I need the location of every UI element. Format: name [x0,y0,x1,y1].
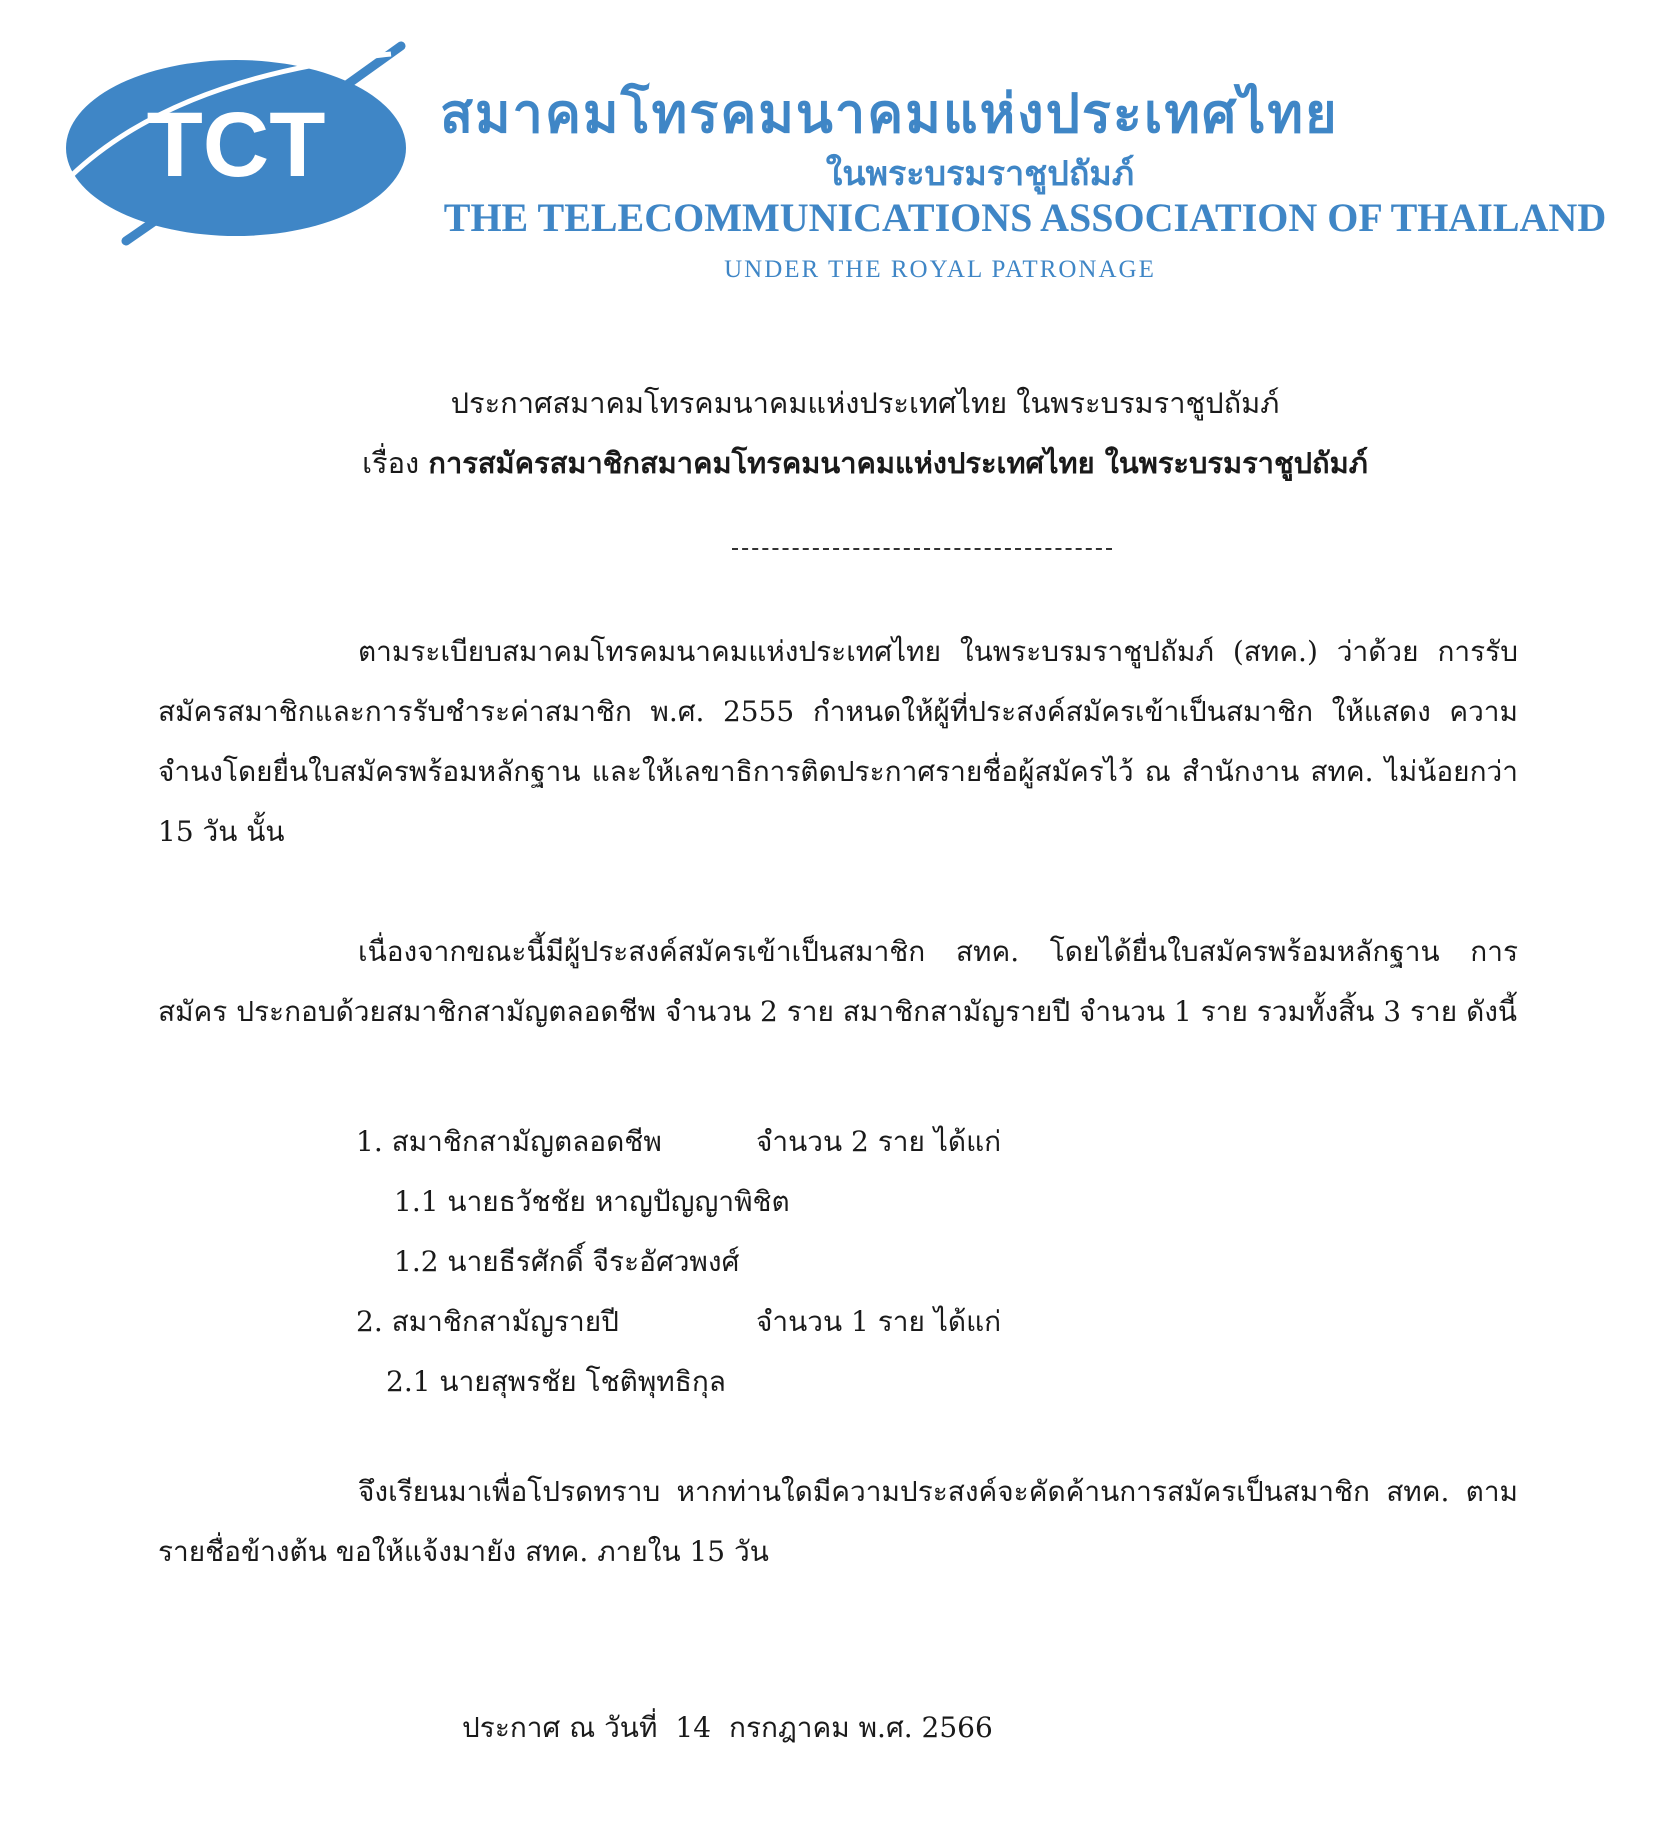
org-subtitle-thai: ในพระบรมราชูปถัมภ์ [825,154,1135,194]
body-paragraph-2 [158,922,1518,1042]
member-group-2-label: 2. สมาชิกสามัญรายปี [356,1305,619,1338]
member-group-1-count: จำนวน 2 ราย ได้แก่ [756,1125,1002,1158]
member-list-item: 1.1 นายธวัชชัย หาญปัญญาพิชิต [394,1185,790,1218]
member-group-1-label: 1. สมาชิกสามัญตลอดชีพ [356,1125,662,1158]
paragraph-2-text: เนื่องจากขณะนี้มีผู้ประสงค์สมัครเข้าเป็นสมาชิก สทค. โดยได้ยื่นใบสมัครพร้อมหลักฐาน การสมัคร ประกอบด้วยสมาชิกสามัญตลอดชีพ จำนวน 2 ราย สมาชิกสามัญรายปี จำนวน 1 ราย รวมทั้งสิ้น 3 ราย ดังนี้ [158,935,1518,1028]
org-name-thai: สมาคมโทรคมนาคมแห่งประเทศไทย [440,82,1339,145]
date-day: 14 [675,1711,712,1744]
member-group-2-count: จำนวน 1 ราย ได้แก่ [756,1305,1002,1338]
member-list-item: 2.1 นายสุพรชัย โชติพุทธิกุล [386,1365,726,1398]
paragraph-1-text: ตามระเบียบสมาคมโทรคมนาคมแห่งประเทศไทย ในพระบรมราชูปถัมภ์ (สทค.) ว่าด้วย การรับสมัครสมาชิกและการรับชำระค่าสมาชิก พ.ศ. 2555 กำหนดให้ผู้ที่ประสงค์สมัครเข้าเป็นสมาชิก ให้แสดง ความจำนงโดยยื่นใบสมัครพร้อมหลักฐาน และให้เลขาธิการติดประกาศรายชื่อผู้สมัครไว้ ณ สำนักงาน สทค. ไม่น้อยกว่า 15 วัน นั้น [158,635,1518,848]
date-prefix: ประกาศ ณ วันที่ [462,1711,658,1744]
org-name-english: THE TELECOMMUNICATIONS ASSOCIATION OF THAILAND [443,195,1607,240]
dashed-divider [732,548,1112,550]
date-month-year: กรกฎาคม พ.ศ. 2566 [729,1711,993,1744]
member-list-item: 1.2 นายธีรศักดิ์ จีระอัศวพงศ์ [394,1245,740,1278]
subject-text: การสมัครสมาชิกสมาคมโทรคมนาคมแห่งประเทศไทย ในพระบรมราชูปถัมภ์ [428,446,1368,480]
announcement-date [462,1706,993,1750]
org-subtitle-english: UNDER THE ROYAL PATRONAGE [724,256,1156,283]
body-paragraph-1 [158,622,1518,862]
announcement-title: ประกาศสมาคมโทรคมนาคมแห่งประเทศไทย ในพระบรมราชูปถัมภ์ [450,386,1280,420]
paragraph-3-text: จึงเรียนมาเพื่อโปรดทราบ หากท่านใดมีความประสงค์จะคัดค้านการสมัครเป็นสมาชิก สทค. ตามรายชื่อข้างต้น ขอให้แจ้งมายัง สทค. ภายใน 15 วัน [158,1475,1518,1568]
body-paragraph-3 [158,1462,1518,1582]
subject-label: เรื่อง [362,446,420,480]
tct-logo [56,36,416,256]
announcement-subject-line [300,440,1430,486]
logo-text: TCT [146,94,326,196]
